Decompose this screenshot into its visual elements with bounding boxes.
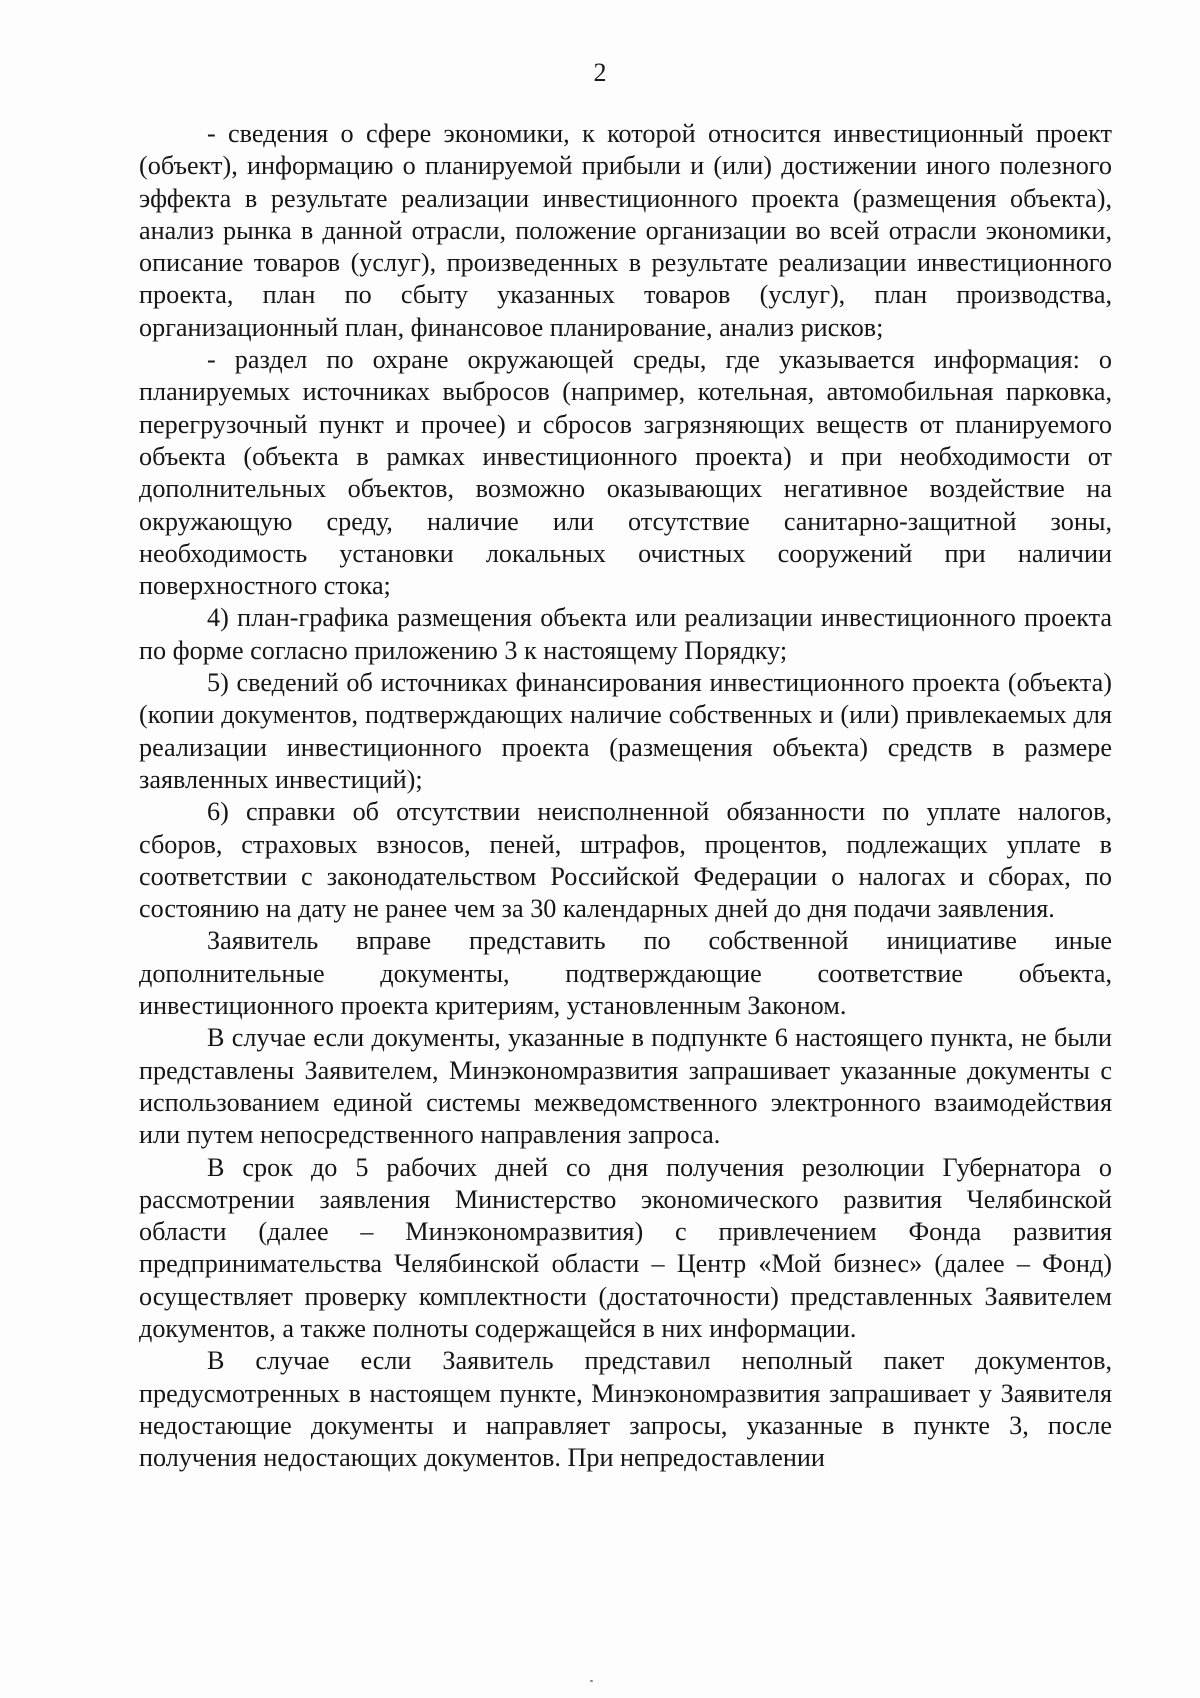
page-number: 2 [593,58,607,87]
paragraph-applicant-right: Заявитель вправе представить по собственной инициативе иные дополнительные документы, подтверждающие соответствие объекта, инвестиционного проекта критериям, установленным Законом. [139,926,1112,1021]
paragraph-economic-info: - сведения о сфере экономики, к которой относится инвестиционный проект (объект), информацию о планируемой прибыли и (или) достижении иного полезного эффекта в результате реализации инвестиционного проекта (размещения объекта), анализ рынка в данной отрасли, положение организации во всей отрасли экономики, описание товаров (услуг), произведенных в результате реализации инвестиционного проекта, план по сбыту указанных товаров (услуг), план производства, организационный план, финансовое планирование, анализ рисков; [139,119,1112,342]
paragraph-item-4: 4) план-графика размещения объекта или реализации инвестиционного проекта по форме согласно приложению 3 к настоящему Порядку; [139,603,1112,665]
scan-artifact [590,1680,593,1682]
paragraph-environment-section: - раздел по охране окружающей среды, где указывается информация: о планируемых источниках выбросов (например, котельная, автомобильная парковка, перегрузочный пункт и прочее) и сбросов загрязняющих веществ от планируемого объекта (объекта в рамках инвестиционного проекта) и при необходимости от дополнительных объектов, возможно оказывающих негативное воздействие на окружающую среду, наличие или отсутствие санитарно-защитной зоны, необходимость установки локальных очистных сооружений при наличии поверхностного стока; [139,345,1112,601]
paragraph-missing-documents-request: В случае если документы, указанные в подпункте 6 настоящего пункта, не были представлены Заявителем, Минэкономразвития запрашивает указанные документы с использованием единой системы межведомственного электронного взаимодействия или путем непосредственного направления запроса. [139,1023,1112,1150]
paragraph-review-deadline: В срок до 5 рабочих дней со дня получения резолюции Губернатора о рассмотрении заявления Министерство экономического развития Челябинской области (далее – Минэкономразвития) с привлечением Фонда развития предпринимательства Челябинской области – Центр «Мой бизнес» (далее – Фонд) осуществляет проверку комплектности (достаточности) представленных Заявителем документов, а также полноты содержащейся в них информации. [139,1152,1112,1343]
document-body [139,118,1112,1474]
paragraph-item-5: 5) сведений об источниках финансирования инвестиционного проекта (объекта) (копии документов, подтверждающих наличие собственных и (или) привлекаемых для реализации инвестиционного проекта (размещения объекта) средств в размере заявленных инвестиций); [139,668,1112,794]
paragraph-incomplete-package: В случае если Заявитель представил неполный пакет документов, предусмотренных в настоящем пункте, Минэкономразвития запрашивает у Заявителя недостающие документы и направляет запросы, указанные в пункте 3, после получения недостающих документов. При непредоставлении [139,1346,1112,1473]
paragraph-item-6: 6) справки об отсутствии неисполненной обязанности по уплате налогов, сборов, страховых взносов, пеней, штрафов, процентов, подлежащих уплате в соответствии с законодательством Российской Федерации о налогах и сборах, по состоянию на дату не ранее чем за 30 календарных дней до дня подачи заявления. [139,797,1112,924]
